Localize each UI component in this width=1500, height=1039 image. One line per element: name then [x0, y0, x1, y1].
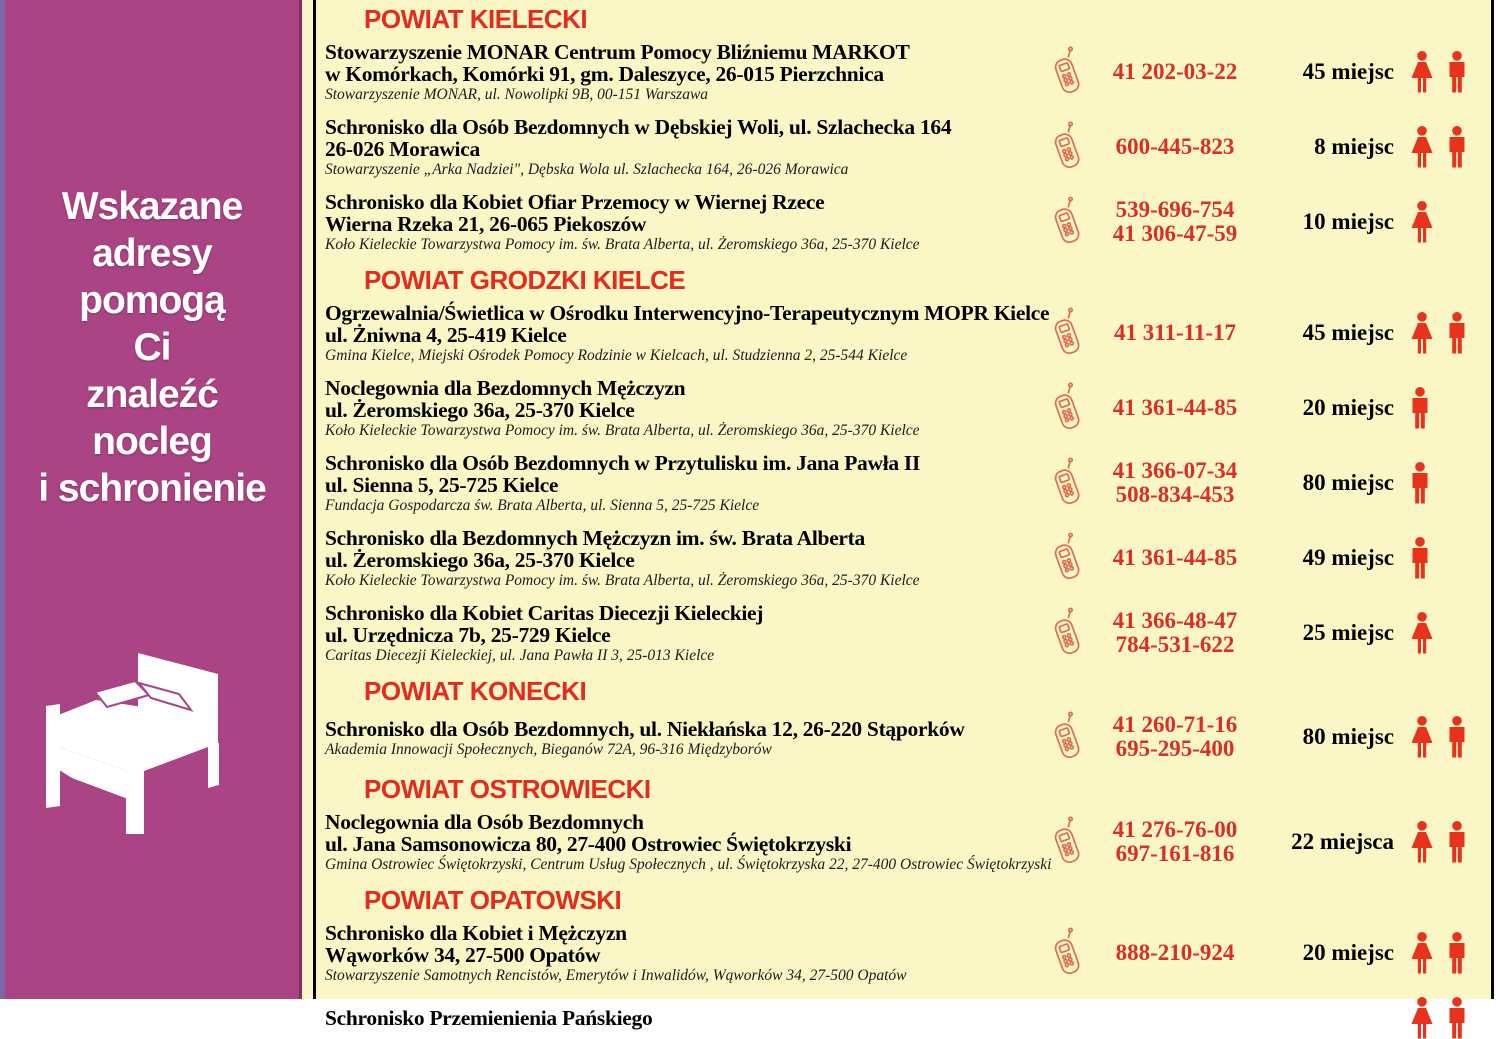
capacity: 20 miejsc: [1302, 394, 1394, 420]
shelter-text: [316, 527, 1040, 588]
woman-icon: [1409, 51, 1435, 93]
sidebar: [0, 0, 302, 999]
shelter-name-line: ul. Żniwna 4, 25-419 Kielce: [325, 323, 567, 347]
shelter-name-line: Schronisko Przemienienia Pańskiego: [325, 1006, 653, 1030]
man-icon: [1409, 537, 1431, 579]
shelter-text: [316, 810, 1052, 873]
phone-icon: [1040, 610, 1096, 656]
shelter-name-line: Schronisko dla Kobiet Ofiar Przemocy w Wiernej Rzece: [325, 190, 825, 214]
sidebar-tagline-line: adresy: [92, 232, 212, 275]
capacity: 45 miejsc: [1302, 58, 1394, 84]
operator-info: Stowarzyszenie MONAR, ul. Nowolipki 9B, 00-151 Warszawa: [325, 86, 709, 103]
phone-number: 41 260-71-16: [1112, 712, 1238, 737]
phone-number: 41 361-44-85: [1112, 394, 1238, 420]
shelter-entry: [316, 191, 1491, 252]
operator-info: Gmina Ostrowiec Świętokrzyski, Centrum Usług Społecznych , ul. Świętokrzyska 22, 27-400 Ostrowiec Świętokrzyski: [325, 856, 1052, 873]
phone-number: 600-445-823: [1115, 133, 1235, 159]
sidebar-tagline: [5, 183, 299, 512]
sidebar-tagline-line: i schronienie: [38, 467, 266, 510]
phone-number: 41 276-76-00: [1112, 816, 1238, 842]
phone-numbers: [1096, 198, 1254, 246]
shelter-name-line: ul. Żeromskiego 36a, 25-370 Kielce: [325, 398, 635, 422]
shelter-name-line: ul. Urzędnicza 7b, 25-729 Kielce: [325, 623, 611, 647]
shelter-text: [316, 602, 1040, 663]
woman-icon: [1409, 932, 1435, 974]
shelter-text: [316, 301, 1050, 364]
gender-icons: [1394, 612, 1491, 654]
phone-icon: [1040, 930, 1096, 976]
phone-number: 41 306-47-59: [1112, 220, 1238, 246]
shelter-text: [316, 452, 1040, 513]
sidebar-tagline-line: Wskazane: [61, 185, 243, 228]
capacity: 8 miejsc: [1314, 133, 1394, 159]
shelter-entry: [316, 116, 1491, 177]
shelter-text: [316, 191, 1040, 252]
shelter-text: [316, 718, 1040, 757]
shelter-name-line: w Komórkach, Komórki 91, gm. Daleszyce, 26-015 Pierzchnica: [325, 62, 884, 86]
operator-info: Stowarzyszenie Samotnych Rencistów, Emerytów i Inwalidów, Wąworków 34, 27-500 Opatów: [325, 967, 907, 984]
sidebar-tagline-line: pomogą: [79, 279, 225, 322]
shelter-text: [316, 922, 1040, 983]
phone-numbers: [1096, 396, 1254, 420]
operator-info: Gmina Kielce, Miejski Ośrodek Pomocy Rodzinie w Kielcach, ul. Studzienna 2, 25-544 Kielce: [325, 347, 908, 364]
phone-icon: [1040, 385, 1096, 431]
woman-icon: [1409, 312, 1435, 354]
phone-icon: [1040, 124, 1096, 170]
man-icon: [1446, 932, 1468, 974]
shelter-entry: [316, 997, 1491, 1039]
sidebar-tagline-line: nocleg: [92, 420, 212, 463]
shelter-entry: [316, 41, 1491, 102]
shelter-name-line: Schronisko dla Osób Bezdomnych, ul. Niekłańska 12, 26-220 Stąporków: [325, 716, 965, 741]
shelter-name-line: Stowarzyszenie MONAR Centrum Pomocy Bliźniemu MARKOT: [325, 40, 910, 64]
operator-info: Akademia Innowacji Społecznych, Bieganów 72A, 96-316 Międzyborów: [325, 740, 772, 758]
shelter-entry: [316, 922, 1491, 983]
phone-number: 784-531-622: [1115, 631, 1235, 657]
gender-icons: [1394, 821, 1491, 863]
shelter-name-line: Schronisko dla Osób Bezdomnych w Przytulisku im. Jana Pawła II: [325, 451, 921, 475]
shelter-name-line: ul. Jana Samsonowicza 80, 27-400 Ostrowiec Świętokrzyski: [325, 832, 852, 856]
phone-number: 41 361-44-85: [1112, 544, 1238, 570]
shelter-name-line: Ogrzewalnia/Świetlica w Ośrodku Interwencyjno-Terapeutycznym MOPR Kielce: [325, 301, 1050, 325]
phone-icon: [1040, 310, 1096, 356]
vertical-divider-right: [1491, 0, 1494, 999]
woman-icon: [1409, 612, 1435, 654]
phone-icon: [1040, 535, 1096, 581]
phone-numbers: [1096, 135, 1254, 159]
woman-icon: [1409, 716, 1435, 758]
woman-icon: [1409, 821, 1435, 863]
phone-numbers: [1096, 321, 1254, 345]
man-icon: [1446, 821, 1468, 863]
shelter-text: [316, 1007, 1040, 1029]
phone-numbers: [1096, 713, 1254, 761]
gender-icons: [1394, 126, 1491, 168]
gender-icons: [1394, 51, 1491, 93]
operator-info: Stowarzyszenie „Arka Nadziei", Dębska Wola ul. Szlachecka 164, 26-026 Morawica: [325, 161, 849, 178]
capacity: 80 miejsc: [1302, 724, 1394, 749]
shelter-entry: [316, 377, 1491, 438]
gender-icons: [1394, 387, 1491, 429]
capacity: 49 miejsc: [1302, 544, 1394, 570]
man-icon: [1446, 51, 1468, 93]
shelter-name-line: Schronisko dla Kobiet Caritas Diecezji Kieleckiej: [325, 601, 764, 625]
man-icon: [1446, 997, 1468, 1039]
section-header: POWIAT OPATOWSKI: [364, 885, 622, 915]
operator-info: Koło Kieleckie Towarzystwa Pomocy im. św. Brata Alberta, ul. Żeromskiego 36a, 25-370 Kielce: [325, 572, 920, 589]
shelter-name-line: Schronisko dla Bezdomnych Mężczyzn im. św. Brata Alberta: [325, 526, 865, 550]
phone-icon: [1040, 460, 1096, 506]
shelter-text: [316, 116, 1040, 177]
capacity: 80 miejsc: [1302, 469, 1394, 495]
man-icon: [1446, 126, 1468, 168]
bed-icon: [38, 648, 250, 836]
section-header: POWIAT KIELECKI: [364, 4, 588, 34]
shelter-text: [316, 377, 1040, 438]
sidebar-tagline-line: znaleźć: [86, 373, 218, 416]
section-header: POWIAT KONECKI: [364, 676, 587, 706]
woman-icon: [1409, 201, 1435, 243]
shelter-name-line: Wąworków 34, 27-500 Opatów: [325, 943, 601, 967]
phone-number: 539-696-754: [1115, 196, 1235, 222]
gender-icons: [1394, 932, 1491, 974]
operator-info: Koło Kieleckie Towarzystwa Pomocy im. św. Brata Alberta, ul. Żeromskiego 36a, 25-370 Kielce: [325, 422, 920, 439]
gender-icons: [1394, 537, 1491, 579]
shelter-name-line: 26-026 Morawica: [325, 137, 480, 161]
phone-icon: [1040, 714, 1096, 760]
gender-icons: [1394, 312, 1491, 354]
capacity: 25 miejsc: [1302, 619, 1394, 645]
operator-info: Caritas Diecezji Kieleckiej, ul. Jana Pawła II 3, 25-013 Kielce: [325, 647, 715, 664]
shelter-entry: [316, 713, 1491, 761]
phone-number: 41 202-03-22: [1112, 58, 1238, 84]
phone-icon: [1040, 819, 1096, 865]
gender-icons: [1394, 201, 1491, 243]
woman-icon: [1409, 126, 1435, 168]
section-header: POWIAT GRODZKI KIELCE: [364, 265, 686, 295]
phone-numbers: [1096, 60, 1254, 84]
capacity: 20 miejsc: [1302, 939, 1394, 965]
phone-number: 697-161-816: [1115, 840, 1235, 866]
phone-numbers: [1096, 546, 1254, 570]
shelter-entry: [316, 811, 1491, 872]
shelter-name-line: Schronisko dla Kobiet i Mężczyzn: [325, 921, 627, 945]
shelter-name-line: Noclegownia dla Osób Bezdomnych: [325, 810, 644, 834]
shelter-entry: [316, 602, 1491, 663]
capacity: 10 miejsc: [1302, 208, 1394, 234]
phone-number: 41 366-07-34: [1112, 457, 1238, 483]
phone-number: 41 311-11-17: [1113, 319, 1237, 345]
gender-icons: [1394, 462, 1491, 504]
phone-number: 508-834-453: [1115, 481, 1235, 507]
phone-numbers: [1096, 609, 1254, 657]
phone-number: 695-295-400: [1115, 736, 1235, 761]
shelter-entry: [316, 527, 1491, 588]
phone-icon: [1040, 199, 1096, 245]
shelter-name-line: ul. Żeromskiego 36a, 25-370 Kielce: [325, 548, 635, 572]
man-icon: [1409, 462, 1431, 504]
man-icon: [1446, 312, 1468, 354]
operator-info: Fundacja Gospodarcza św. Brata Alberta, ul. Sienna 5, 25-725 Kielce: [325, 497, 760, 514]
phone-number: 41 366-48-47: [1112, 607, 1238, 633]
gender-icons: [1394, 997, 1491, 1039]
man-icon: [1409, 387, 1431, 429]
phone-numbers: [1096, 459, 1254, 507]
shelter-text: [316, 41, 1040, 102]
shelter-name-line: Schronisko dla Osób Bezdomnych w Dębskiej Woli, ul. Szlachecka 164: [325, 115, 952, 139]
shelter-name-line: Noclegownia dla Bezdomnych Mężczyzn: [325, 376, 686, 400]
phone-icon: [1040, 49, 1096, 95]
gender-icons: [1394, 716, 1491, 758]
phone-numbers: [1096, 818, 1254, 866]
section-header: POWIAT OSTROWIECKI: [364, 774, 651, 804]
shelter-name-line: ul. Sienna 5, 25-725 Kielce: [325, 473, 559, 497]
man-icon: [1446, 716, 1468, 758]
phone-number: 888-210-924: [1115, 939, 1235, 965]
woman-icon: [1409, 997, 1435, 1039]
shelter-name-line: Wierna Rzeka 21, 26-065 Piekoszów: [325, 212, 647, 236]
shelter-entry: [316, 452, 1491, 513]
shelter-entry: [316, 302, 1491, 363]
sidebar-tagline-line: Ci: [133, 326, 171, 369]
operator-info: Koło Kieleckie Towarzystwa Pomocy im. św. Brata Alberta, ul. Żeromskiego 36a, 25-370 Kielce: [325, 236, 920, 253]
capacity: 22 miejsca: [1291, 828, 1394, 854]
phone-numbers: [1096, 941, 1254, 965]
capacity: 45 miejsc: [1302, 319, 1394, 345]
shelter-list: [316, 0, 1491, 1030]
